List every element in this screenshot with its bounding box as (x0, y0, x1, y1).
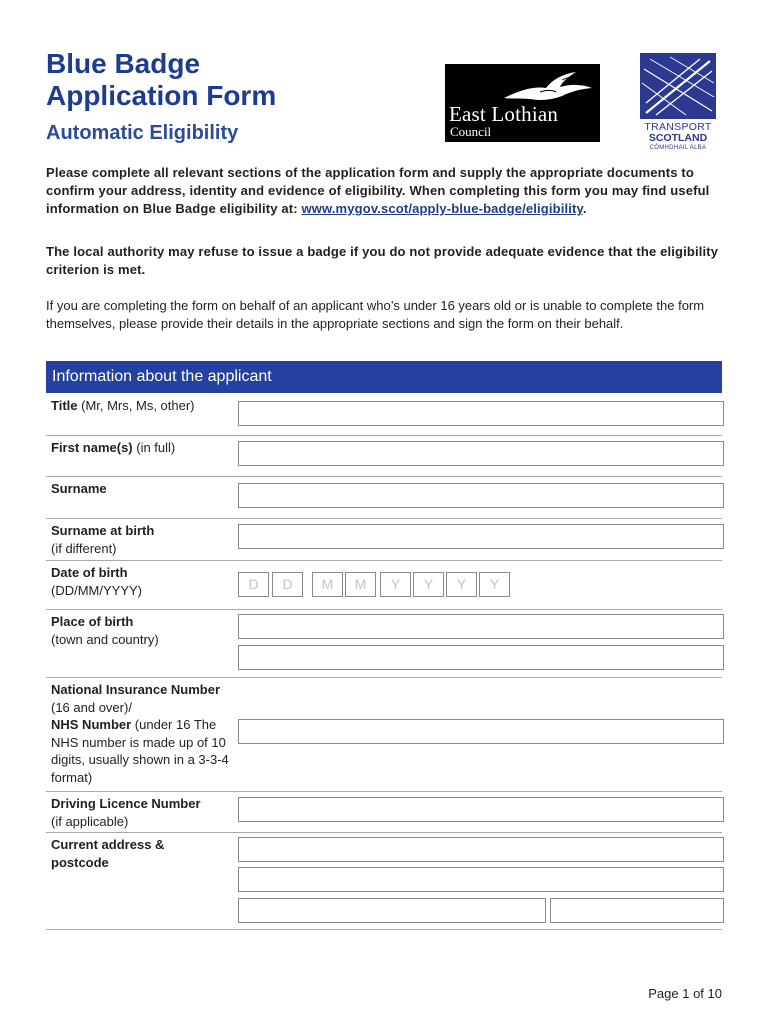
current-address-label: Current address & postcode (51, 837, 165, 870)
intro-text-1: Please complete all relevant sections of the application form and supply the appropriate documents to confirm your address, identity and evidence of eligibility. When completing this form you may find useful information on Blue Badge eligibility at: (46, 165, 710, 216)
place-of-birth-label: Place of birth (town and country) (51, 614, 159, 647)
dob-year-digit-2[interactable]: Y (413, 572, 444, 597)
bird-icon (500, 68, 595, 104)
surname-at-birth-input[interactable] (238, 524, 724, 549)
date-of-birth-label: Date of birth (DD/MM/YYYY) (51, 565, 142, 598)
east-lothian-council-text: Council (450, 124, 492, 139)
surname-at-birth-label: Surname at birth (if different) (51, 523, 155, 556)
place-of-birth-input-1[interactable] (238, 614, 724, 639)
ni-nhs-number-input[interactable] (238, 719, 724, 744)
dob-month-digit-1[interactable]: M (312, 572, 343, 597)
transport-scotland-line1: TRANSPORT (644, 121, 712, 133)
row-surname (46, 476, 722, 519)
intro-text-1-end: . (582, 201, 587, 216)
transport-scotland-mark-icon (640, 53, 716, 119)
row-surname-at-birth (46, 518, 722, 561)
row-ni-nhs-number (46, 677, 722, 792)
dob-year-digit-3[interactable]: Y (446, 572, 477, 597)
page-subtitle: Automatic Eligibility (46, 122, 239, 144)
row-place-of-birth (46, 609, 722, 678)
row-date-of-birth (46, 560, 722, 610)
row-driving-licence (46, 791, 722, 833)
address-line-1-input[interactable] (238, 837, 724, 862)
surname-label: Surname (51, 481, 107, 496)
title-line-2: Application Form (46, 80, 277, 111)
intro-paragraph-2: The local authority may refuse to issue a badge if you do not provide adequate evidence that the eligibility criterion is met. (46, 244, 719, 277)
driving-licence-label: Driving Licence Number (if applicable) (51, 796, 201, 829)
page-title (46, 48, 276, 112)
row-current-address (46, 832, 722, 930)
dob-year-digit-1[interactable]: Y (380, 572, 411, 597)
row-title (46, 393, 722, 436)
section-header-applicant (46, 361, 722, 393)
east-lothian-council-logo (445, 64, 600, 142)
address-line-3-input[interactable] (238, 898, 546, 923)
section-title: Information about the applicant (52, 368, 272, 385)
place-of-birth-input-2[interactable] (238, 645, 724, 670)
title-label: Title (Mr, Mrs, Ms, other) (51, 398, 195, 413)
page-number: Page 1 of 10 (648, 986, 722, 1001)
address-line-2-input[interactable] (238, 867, 724, 892)
transport-scotland-line3: CÒMHDHAIL ALBA (649, 145, 707, 151)
title-input[interactable] (238, 401, 724, 426)
east-lothian-name: East Lothian (449, 102, 559, 126)
driving-licence-input[interactable] (238, 797, 724, 822)
surname-input[interactable] (238, 483, 724, 508)
dob-day-digit-2[interactable]: D (272, 572, 303, 597)
dob-day-digit-1[interactable]: D (238, 572, 269, 597)
first-name-input[interactable] (238, 441, 724, 466)
postcode-input[interactable] (550, 898, 724, 923)
first-name-label: First name(s) (in full) (51, 440, 176, 455)
dob-month-digit-2[interactable]: M (345, 572, 376, 597)
dob-year-digit-4[interactable]: Y (479, 572, 510, 597)
title-line-1: Blue Badge (46, 48, 201, 79)
row-first-name (46, 435, 722, 477)
intro-paragraph-1 (46, 164, 726, 218)
intro-paragraph-3: If you are completing the form on behalf of an applicant who’s under 16 years old or is unable to complete the form themselves, please provide their details in the appropriate sections and sign the form on their behalf. (46, 298, 705, 331)
transport-scotland-line2: SCOTLAND (648, 132, 708, 144)
eligibility-link[interactable]: www.mygov.scot/apply-blue-badge/eligibility (301, 201, 583, 216)
transport-scotland-logo (640, 53, 716, 151)
ni-nhs-number-label: National Insurance Number (16 and over)/ NHS Number (under 16 The NHS number is made up of 10 digits, usually shown in a 3-3-4 format) (51, 682, 229, 785)
